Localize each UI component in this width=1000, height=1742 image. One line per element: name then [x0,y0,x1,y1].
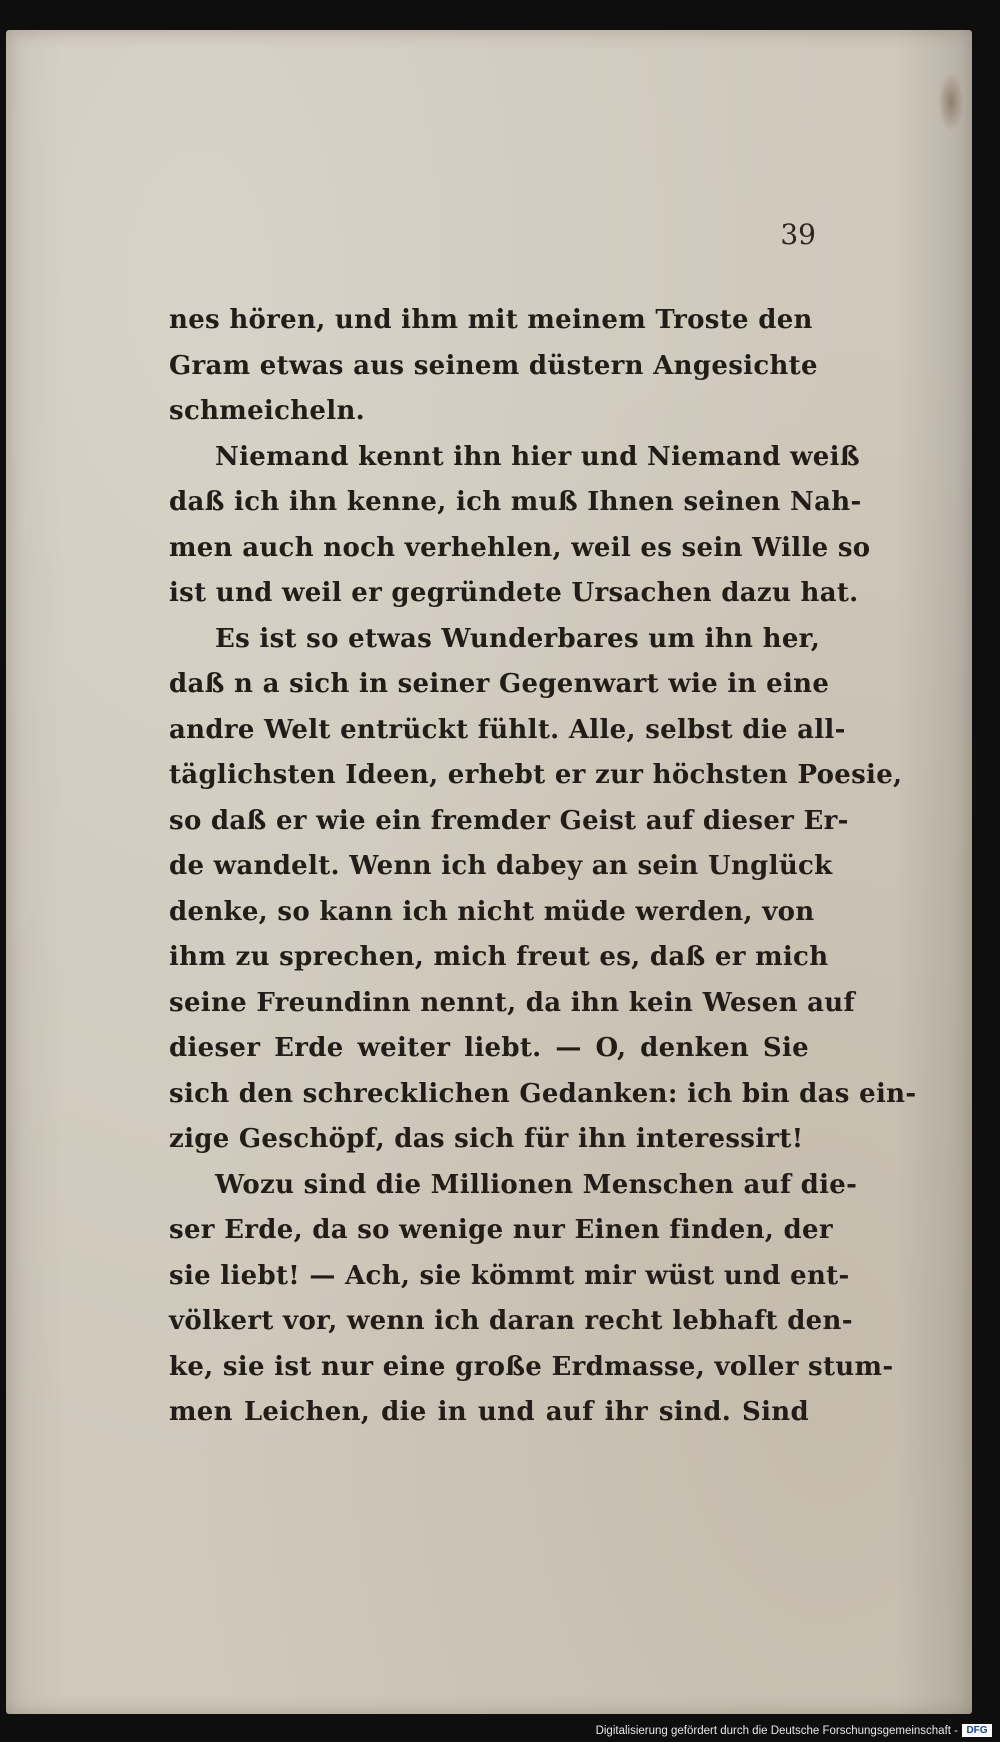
text-line: täglichsten Ideen, erhebt er zur höchsten Poesie, [169,760,903,790]
footer-credit: Digitalisierung gefördert durch die Deutsche Forschungsgemeinschaft - [595,1725,958,1737]
text-line: andre Welt entrückt fühlt. Alle, selbst die all- [169,714,846,745]
text-line: sich den schrecklichen Gedanken: ich bin das ein- [169,1078,917,1109]
text-line: seine Freundinn nennt, da ihn kein Wesen auf [169,987,855,1018]
text-line: völkert vor, wenn ich daran recht lebhaft den- [169,1306,853,1336]
text-line: zige Geschöpf, das sich für ihn interessirt! [169,1124,804,1154]
text-line: Gram etwas aus seinem düstern Angesichte [169,350,818,381]
text-line: ihm zu sprechen, mich freut es, daß er mich [169,942,829,972]
footer-bar [0,1718,1000,1742]
text-line: sie liebt! — Ach, sie kömmt mir wüst und ent- [169,1260,850,1291]
page-stain [938,72,964,132]
text-line: dieser Erde weiter liebt. — O, denken Sie [169,1033,809,1063]
text-line: Es ist so etwas Wunderbares um ihn her, [215,623,821,654]
dfg-logo: DFG [962,1724,992,1737]
book-page [6,30,972,1714]
text-line: ist und weil er gegründete Ursachen dazu hat. [169,578,859,608]
text-line: Wozu sind die Millionen Menschen auf die- [215,1169,858,1200]
text-line: so daß er wie ein fremder Geist auf dieser Er- [169,805,849,836]
page-number: 39 [780,218,816,251]
text-line: men Leichen, die in und auf ihr sind. Sind [169,1397,809,1427]
text-line: Niemand kennt ihn hier und Niemand weiß [215,441,860,472]
text-line: ke, sie ist nur eine große Erdmasse, voller stum- [169,1351,894,1382]
text-line: nes hören, und ihm mit meinem Troste den [169,305,813,335]
text-line: daß ich ihn kenne, ich muß Ihnen seinen Nah- [169,487,862,517]
text-line: daß n a sich in seiner Gegenwart wie in eine [169,669,830,699]
text-line: men auch noch verhehlen, weil es sein Wille so [169,532,871,563]
text-line: schmeicheln. [169,396,366,426]
text-line: ser Erde, da so wenige nur Einen finden, der [169,1215,833,1245]
text-line: denke, so kann ich nicht müde werden, von [169,896,815,927]
body-text [169,298,917,1436]
text-line: de wandelt. Wenn ich dabey an sein Unglück [169,851,833,881]
